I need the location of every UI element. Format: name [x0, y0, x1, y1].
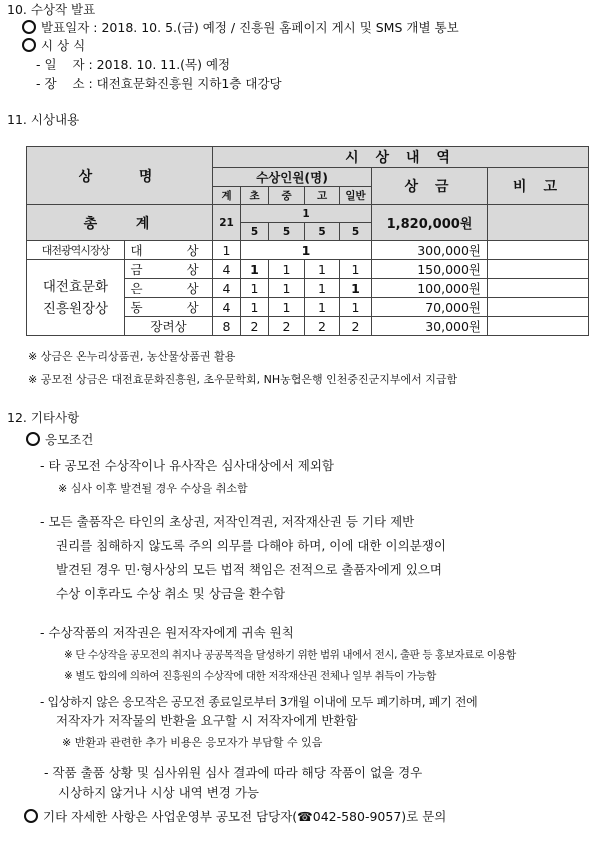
bronze-elementary: 1: [241, 298, 269, 317]
total-sub-high: 5: [305, 223, 340, 241]
award-gold: 금 상: [125, 260, 213, 279]
header-award-detail: 시 상 내 역: [213, 147, 589, 168]
award-table: [26, 146, 589, 336]
condition-3-note-1: ※ 단 수상작을 공모전의 취지나 공공목적을 달성하기 위한 범위 내에서 전시, 출판 등 홍보자료로 이용함: [64, 649, 516, 661]
announce-text: 발표일자 : 2018. 10. 5.(금) 예정 / 진흥원 홈페이지 게시 및 SMS 개별 통보: [41, 20, 459, 35]
bronze-total: 4: [213, 298, 241, 317]
total-prize: 1,820,000원: [372, 205, 488, 241]
condition-5-line-2: 시상하지 않거나 시상 내역 변경 가능: [58, 785, 259, 800]
condition-4-line-1: - 입상하지 않은 응모작은 공모전 종료일로부터 3개월 이내에 모두 폐기하며, 폐기 전에: [40, 695, 478, 709]
institute-award-line2: 진흥원장상: [42, 300, 109, 317]
award-grand: 대 상: [125, 241, 213, 260]
header-note: 비 고: [488, 168, 589, 205]
bronze-high: 1: [305, 298, 340, 317]
silver-general: 1: [340, 279, 372, 298]
bronze-note: [488, 298, 589, 317]
condition-4-note: ※ 반환과 관련한 추가 비용은 응모자가 부담할 수 있음: [62, 736, 323, 749]
condition-2-line-3: 발견된 경우 민·형사상의 모든 법적 책임은 전적으로 출품자에게 있으며: [56, 562, 442, 577]
gold-elementary: 1: [241, 260, 269, 279]
section-12-title: 12. 기타사항: [7, 410, 80, 425]
bronze-middle: 1: [269, 298, 305, 317]
award-silver: 은 상: [125, 279, 213, 298]
gold-general: 1: [340, 260, 372, 279]
encouragement-general: 2: [340, 317, 372, 336]
condition-3-note-2: ※ 별도 합의에 의하여 진흥원의 수상작에 대한 저작재산권 전체나 일부 취득이 가능함: [64, 670, 436, 682]
award-bronze: 동 상: [125, 298, 213, 317]
condition-2-line-1: - 모든 출품작은 타인의 초상권, 저작인격권, 저작재산권 등 기타 제반: [40, 514, 415, 529]
announce-line: [22, 19, 459, 37]
encouragement-total: 8: [213, 317, 241, 336]
circle-bullet-icon: [24, 809, 38, 823]
silver-note: [488, 279, 589, 298]
total-label: 총 계: [27, 205, 213, 241]
grand-prize: 300,000원: [372, 241, 488, 260]
circle-bullet-icon: [26, 432, 40, 446]
gold-prize: 150,000원: [372, 260, 488, 279]
total-count: 21: [213, 205, 241, 241]
gold-middle: 1: [269, 260, 305, 279]
total-note: [488, 205, 589, 241]
bronze-prize: 70,000원: [372, 298, 488, 317]
condition-1: - 타 공모전 수상작이나 유사작은 심사대상에서 제외함: [40, 458, 335, 473]
col-general: 일반: [340, 187, 372, 205]
condition-1-note: ※ 심사 이후 발견될 경우 수상을 취소함: [58, 482, 248, 495]
conditions-line: [26, 431, 93, 449]
encouragement-prize: 30,000원: [372, 317, 488, 336]
circle-bullet-icon: [22, 20, 36, 34]
conditions-text: 응모조건: [45, 432, 94, 447]
gold-total: 4: [213, 260, 241, 279]
condition-2-line-4: 수상 이후라도 수상 취소 및 상금을 환수함: [56, 586, 286, 601]
encouragement-elementary: 2: [241, 317, 269, 336]
ceremony-line: [22, 37, 85, 55]
grand-note: [488, 241, 589, 260]
col-middle: 중: [269, 187, 305, 205]
gold-note: [488, 260, 589, 279]
bronze-general: 1: [340, 298, 372, 317]
ceremony-date: - 일 자 : 2018. 10. 11.(목) 예정: [36, 57, 231, 72]
total-sub-elementary: 5: [241, 223, 269, 241]
institute-award-label: [27, 260, 125, 336]
header-award-name: 상 명: [27, 147, 213, 205]
ceremony-place: - 장 소 : 대전효문화진흥원 지하1층 대강당: [36, 76, 282, 91]
contact-text: 기타 자세한 사항은 사업운영부 공모전 담당자(☎042-580-9057)로 문의: [43, 809, 447, 824]
section-11-title: 11. 시상내용: [7, 112, 80, 127]
contact-line: [24, 808, 446, 826]
encouragement-note: [488, 317, 589, 336]
col-total: 계: [213, 187, 241, 205]
total-top: 1: [241, 205, 372, 223]
prize-note-1: ※ 상금은 온누리상품권, 농산물상품권 활용: [28, 350, 236, 363]
col-elementary: 초: [241, 187, 269, 205]
grand-total: 1: [213, 241, 241, 260]
col-high: 고: [305, 187, 340, 205]
total-sub-middle: 5: [269, 223, 305, 241]
institute-award-line1: 대전효문화: [42, 278, 109, 295]
condition-2-line-2: 권리를 침해하지 않도록 주의 의무를 다해야 하며, 이에 대한 이의분쟁이: [56, 538, 446, 553]
total-sub-general: 5: [340, 223, 372, 241]
grand-count: 1: [241, 241, 372, 260]
condition-3: - 수상작품의 저작권은 원저작자에게 귀속 원칙: [40, 625, 294, 640]
condition-5-line-1: - 작품 출품 상황 및 심사위원 심사 결과에 따라 해당 작품이 없을 경우: [44, 765, 423, 780]
silver-elementary: 1: [241, 279, 269, 298]
condition-4-line-2: 저작자가 저작물의 반환을 요구할 시 저작자에게 반환함: [56, 713, 358, 728]
ceremony-text: 시 상 식: [41, 38, 86, 53]
encouragement-middle: 2: [269, 317, 305, 336]
gold-high: 1: [305, 260, 340, 279]
encouragement-high: 2: [305, 317, 340, 336]
silver-middle: 1: [269, 279, 305, 298]
mayor-award-label: 대전광역시장상: [27, 241, 125, 260]
circle-bullet-icon: [22, 38, 36, 52]
prize-note-2: ※ 공모전 상금은 대전효문화진흥원, 초우문학회, NH농협은행 인천중진군지부에서 지급함: [28, 373, 458, 386]
section-10-title: 10. 수상작 발표: [7, 2, 96, 17]
silver-prize: 100,000원: [372, 279, 488, 298]
header-winner-count: 수상인원(명): [213, 168, 372, 187]
header-prize: 상 금: [372, 168, 488, 205]
silver-high: 1: [305, 279, 340, 298]
award-encouragement: 장려상: [125, 317, 213, 336]
silver-total: 4: [213, 279, 241, 298]
